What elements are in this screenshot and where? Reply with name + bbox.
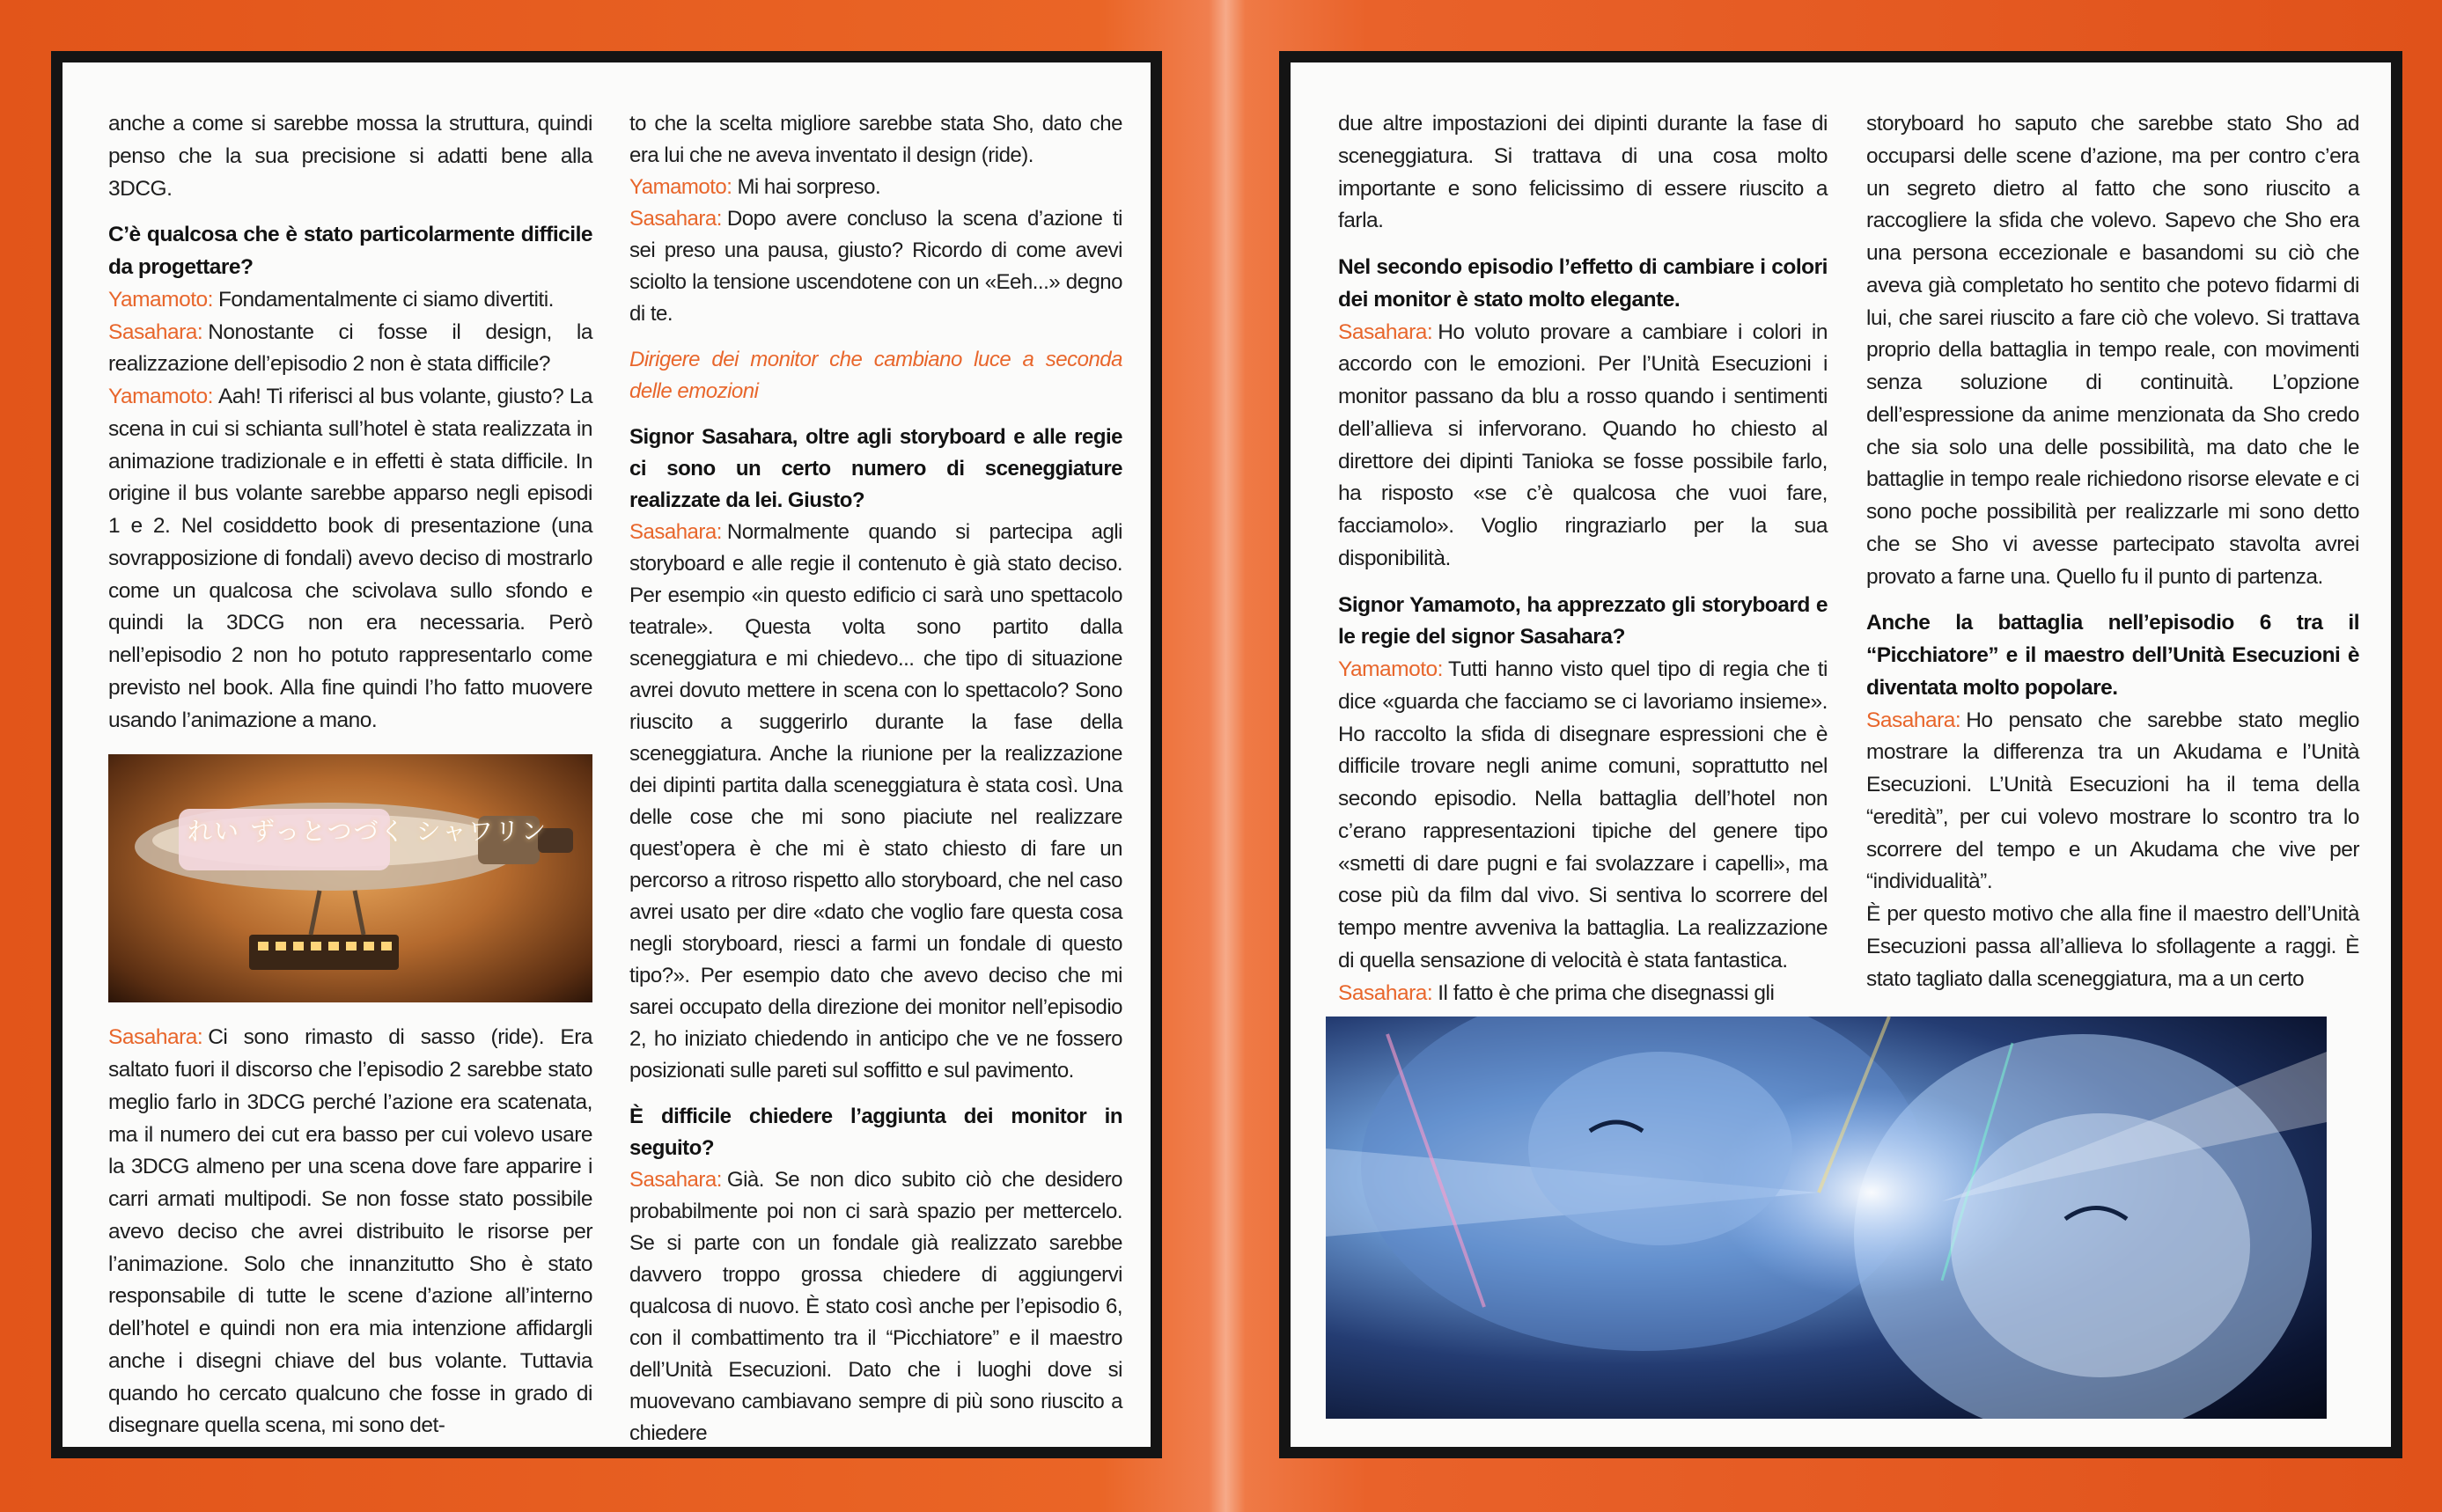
left-page-paper — [63, 62, 1151, 1447]
interview-question: C’è qualcosa che è stato particolarmente difficile da progettare? — [108, 223, 592, 279]
speaker-name: Yamamoto: — [629, 175, 732, 199]
left-column-2 — [629, 108, 1122, 1447]
bus-sign-japanese-text: れい ずっとつづく シャワリン — [188, 817, 548, 847]
interview-answer — [629, 517, 1122, 1087]
answer-text: Ho pensato che sarebbe stato meglio mostrare la differenza tra un Akudama e l’Unità Esecuzioni. L’Unità Esecuzioni ha il tema della “eredità”, per cui volevo mostrare lo scontro tra lo scorrere del tempo e un Akudama che vive per “individualità”. — [1866, 708, 2359, 894]
speaker-name: Sasahara: — [1338, 980, 1433, 1005]
body-paragraph: anche a come si sarebbe mossa la struttura, quindi penso che la sua precisione si adatti bene alla 3DCG. — [108, 112, 592, 201]
answer-text: Mi hai sorpreso. — [737, 175, 881, 199]
interview-answer — [108, 317, 592, 382]
interview-answer — [108, 1022, 592, 1442]
interview-question: Signor Yamamoto, ha apprezzato gli storyboard e le regie del signor Sasahara? — [1338, 592, 1828, 650]
section-subheading: Dirigere dei monitor che cambiano luce a seconda delle emozioni — [629, 348, 1122, 403]
answer-text: Il fatto è che prima che disegnassi gli — [1438, 980, 1775, 1005]
answer-text: Nonostante ci fosse il design, la realizzazione dell’episodio 2 non è stata difficile? — [108, 319, 592, 377]
interview-answer — [1338, 654, 1828, 978]
answer-text: Ci sono rimasto di sasso (ride). Era saltato fuori il discorso che l’episodio 2 sarebbe stato meglio farlo in 3DCG perché l’azione era scatenata, ma il numero dei cut era basso per cui volevo usare la 3DCG almeno per una scena dove fare apparire i carri armati multipodi. Se non fosse stato possibile avevo deciso che avrei distribuito le risorse per l’animazione. Solo che innanzitutto Sho è stato responsabile di tutte le scene d’azione all’interno dell’hotel e quindi non era mia intenzione affidargli anche i disegni chiave del bus volante. Tuttavia quando ho cercato qualcuno che fosse in grado di disegnare quella scena, mi sono det- — [108, 1025, 592, 1438]
interview-answer — [1866, 705, 2359, 899]
speaker-name: Sasahara: — [629, 520, 722, 544]
interview-question: Signor Sasahara, oltre agli storyboard e alle regie ci sono un certo numero di sceneggiature realizzate da lei. Giusto? — [629, 425, 1122, 512]
body-paragraph: due altre impostazioni dei dipinti durante la fase di sceneggiatura. Si trattava di una cosa molto importante e sono felicissimo di essere riuscito a farla. — [1338, 112, 1828, 233]
left-column-1 — [108, 108, 592, 1442]
speaker-name: Sasahara: — [108, 319, 203, 344]
right-page — [1279, 51, 2402, 1458]
body-paragraph: È per questo motivo che alla fine il maestro dell’Unità Esecuzioni passa all’allieva lo sfollagente a raggi. È stato tagliato dalla sceneggiatura, ma a un certo — [1866, 902, 2359, 991]
answer-text: Ho voluto provare a cambiare i colori in accordo con le emozioni. Per l’Unità Esecuzioni i monitor passano da blu a rosso quando i sentimenti dell’allieva si infervorano. Quando ho chiesto al direttore dei dipinti Tanioka se fosse possibile farlo, ha risposto «se c’è qualcosa che vuoi fare, facciamolo». Voglio ringraziarlo per la sua disponibilità. — [1338, 319, 1828, 570]
speaker-name: Sasahara: — [1338, 319, 1433, 344]
answer-text: Dopo avere concluso la scena d’azione ti sei preso una pausa, giusto? Ricordo di come avevi sciolto la tensione uscendotene con un «Eeh...» degno di te. — [629, 207, 1122, 326]
speaker-name: Sasahara: — [1866, 708, 1961, 732]
speaker-name: Sasahara: — [629, 1168, 722, 1192]
answer-text: Normalmente quando si partecipa agli storyboard e alle regie il contenuto è già stato deciso. Per esempio «in questo edificio ci sarà uno spettacolo teatrale». Questa volta sono partito dalla sceneggiatura e mi chiedevo... che tipo di situazione avrei dovuto mettere in scena con lo spettacolo? Sono riuscito a suggerirlo durante la fase della sceneggiatura. Anche la riunione per la realizzazione dei dipinti partita dalla sceneggiatura è stata così. Una delle cose che mi sono piaciute nel realizzare quest’opera è che mi è stato chiesto di fare un percorso a ritroso rispetto allo storyboard, che nel caso avrei usato per dire «dato che voglio fare questa cosa negli storyboard, riesci a farmi un fondale di questo tipo?». Per esempio dato che avevo deciso che mi sarei occupato della direzione dei monitor nell’episodio 2, ho iniziato chiedendo in anticipo che ve ne fossero posizionati sulle pareti sul soffitto e sul pavimento. — [629, 520, 1122, 1083]
speaker-name: Sasahara: — [629, 207, 722, 231]
interview-answer — [629, 172, 1122, 203]
interview-question: È difficile chiedere l’aggiunta dei monitor in seguito? — [629, 1105, 1122, 1160]
interview-answer — [108, 381, 592, 737]
speaker-name: Yamamoto: — [108, 287, 213, 312]
speaker-name: Yamamoto: — [1338, 657, 1443, 681]
body-paragraph: to che la scelta migliore sarebbe stata Sho, dato che era lui che ne aveva inventato il design (ride). — [629, 112, 1122, 167]
right-column-1 — [1338, 108, 1828, 1009]
left-column-1-bottom-text — [108, 1022, 592, 1442]
interview-answer — [108, 284, 592, 317]
interview-answer — [629, 203, 1122, 330]
interview-question: Nel secondo episodio l’effetto di cambiare i colori dei monitor è stato molto elegante. — [1338, 255, 1828, 312]
right-page-paper — [1291, 62, 2391, 1447]
body-paragraph: storyboard ho saputo che sarebbe stato Sho ad occuparsi delle scene d’azione, ma per contro c’era un segreto dietro al fatto che sono riuscito a raccogliere la sfida che volevo. Sapevo che Sho era una persona eccezionale e basandomi su ciò che aveva già completato ho sentito che potevo fidarmi di lui, che sarei riuscito a fare ciò che volevo. Si trattava proprio della battaglia in tempo reale, con movimenti senza soluzione di continuità. L’opzione dell’espressione da anime menzionata da Sho credo che sia solo una delle possibilità, ma dato che le battaglie in tempo reale richiedono risorse elevate e ci sono poche possibilità per realizzarle mi sono detto che se Sho vi avesse partecipato stavolta avrei provato a farne una. Quello fu il punto di partenza. — [1866, 112, 2359, 589]
left-page — [51, 51, 1162, 1458]
interview-answer — [1338, 978, 1828, 1010]
left-column-1-top-text — [108, 108, 592, 737]
flying-bus-illustration — [108, 754, 592, 1002]
interview-question: Anche la battaglia nell’episodio 6 tra il “Picchiatore” e il maestro dell’Unità Esecuzioni è diventata molto popolare. — [1866, 611, 2359, 700]
battle-scene-illustration — [1326, 1017, 2327, 1419]
speaker-name: Yamamoto: — [108, 385, 213, 408]
answer-text: Già. Se non dico subito ciò che desidero probabilmente poi non ci sarà spazio per mettercelo. Se si parte con un fondale già realizzato sarebbe davvero troppo grossa chiedere di aggiungervi qualcosa di nuovo. È stato così anche per l’episodio 6, con il combattimento tra il “Picchiatore” e il maestro dell’Unità Esecuzioni. Dato che i luoghi dove si muovevano cambiavano sempre di più sono riuscito a chiedere — [629, 1168, 1122, 1445]
interview-answer — [629, 1164, 1122, 1447]
answer-text: Tutti hanno visto quel tipo di regia che ti dice «guarda che facciamo se ci lavoriamo insieme». Ho raccolto la sfida di disegnare espressioni che è difficile trovare negli anime comuni, soprattutto nel secondo episodio. Nella battaglia dell’hotel non c’erano rappresentazioni tipiche del genere tipo «smetti di dare pugni e fai svolazzare i capelli», ma cose più da film dal vivo. Si sentiva lo scorrere del tempo mentre avveniva la battaglia. La realizzazione di quella sensazione di velocità è stata fantastica. — [1338, 657, 1828, 973]
right-column-2 — [1866, 108, 2359, 995]
answer-text: Fondamentalmente ci siamo divertiti. — [217, 287, 554, 312]
speaker-name: Sasahara: — [108, 1025, 203, 1050]
answer-text: Aah! Ti riferisci al bus volante, giusto? La scena in cui si schianta sull’hotel è stata realizzata in animazione tradizionale e in effetti è stata difficile. In origine il bus volante sarebbe apparso negli episodi 1 e 2. Nel cosiddetto book di presentazione (una sovrapposizione di fondali) avevo deciso di mostrarlo come un qualcosa che scivolava sullo sfondo e quindi la 3DCG non era necessaria. Però nell’episodio 2 non ho potuto rappresentarlo come previsto nel book. Alla fine quindi l’ho fatto muovere usando l’animazione a mano. — [108, 385, 592, 732]
interview-answer — [1338, 317, 1828, 576]
